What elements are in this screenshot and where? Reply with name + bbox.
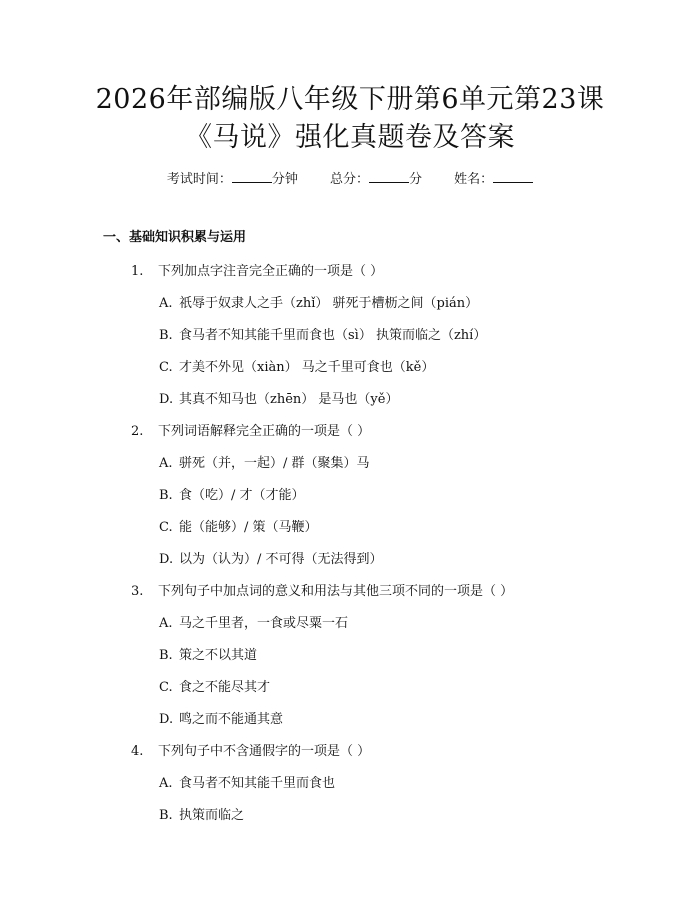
option-letter: A. <box>159 296 173 311</box>
option-text: 其真不知马也（zhēn） 是马也（yě） <box>179 392 399 407</box>
question-1 <box>131 262 383 282</box>
question-2 <box>131 422 370 442</box>
option-text: 马之千里者，一食或尽粟一石 <box>179 616 349 631</box>
option-letter: B. <box>159 328 173 343</box>
option-text: 祇辱于奴隶人之手（zhǐ） 骈死于槽枥之间（pián） <box>179 296 479 311</box>
option-text: 策之不以其道 <box>179 648 258 663</box>
question-3-option-c <box>159 678 270 698</box>
title-line-2: 《马说》强化真题卷及答案 <box>185 122 515 153</box>
exam-time-field <box>167 168 298 190</box>
option-letter: D. <box>159 392 174 407</box>
option-text: 执策而临之 <box>179 808 245 823</box>
title-line-1: 2026年部编版八年级下册第6单元第23课 <box>95 84 605 115</box>
question-3-option-d <box>159 710 283 730</box>
question-text: 下列加点字注音完全正确的一项是（ ） <box>158 264 384 279</box>
question-text: 下列句子中加点词的意义和用法与其他三项不同的一项是（ ） <box>158 584 514 599</box>
student-name-blank <box>493 168 533 183</box>
question-1-option-c <box>159 358 434 378</box>
question-3-option-a <box>159 614 348 634</box>
total-score-label: 总分： <box>329 172 369 187</box>
question-1-option-b <box>159 326 486 346</box>
option-letter: D. <box>159 552 174 567</box>
question-text: 下列句子中不含通假字的一项是（ ） <box>158 744 371 759</box>
option-letter: A. <box>159 456 173 471</box>
option-text: 鸣之而不能通其意 <box>179 712 284 727</box>
total-score-unit: 分 <box>409 172 423 187</box>
question-2-option-b <box>159 486 305 506</box>
total-score-blank <box>369 168 409 183</box>
question-number: 1. <box>131 264 144 279</box>
question-2-option-c <box>159 518 318 538</box>
question-3-option-b <box>159 646 257 666</box>
question-1-option-d <box>159 390 398 410</box>
option-letter: A. <box>159 776 173 791</box>
question-2-option-a <box>159 454 370 474</box>
exam-info-row <box>0 168 700 190</box>
question-text: 下列词语解释完全正确的一项是（ ） <box>158 424 371 439</box>
option-letter: C. <box>159 520 173 535</box>
student-name-field <box>454 168 533 190</box>
exam-time-label: 考试时间： <box>166 172 232 187</box>
total-score-field <box>330 168 422 190</box>
option-text: 食马者不知其能千里而食也 <box>179 776 336 791</box>
option-letter: D. <box>159 712 174 727</box>
question-4 <box>131 742 370 762</box>
question-4-option-a <box>159 774 335 794</box>
question-number: 3. <box>131 584 144 599</box>
option-letter: B. <box>159 808 173 823</box>
question-3 <box>131 582 513 602</box>
option-letter: B. <box>159 488 173 503</box>
question-4-option-b <box>159 806 244 826</box>
option-letter: B. <box>159 648 173 663</box>
option-text: 以为（认为）/ 不可得（无法得到） <box>179 552 383 567</box>
option-letter: C. <box>159 680 173 695</box>
question-2-option-d <box>159 550 383 570</box>
option-text: 才美不外见（xiàn） 马之千里可食也（kě） <box>179 360 435 375</box>
option-text: 骈死（并，一起）/ 群（聚集）马 <box>179 456 370 471</box>
question-1-option-a <box>159 294 478 314</box>
option-text: 食马者不知其能千里而食也（sì） 执策而临之（zhí） <box>179 328 487 343</box>
exam-time-blank <box>232 168 272 183</box>
exam-time-unit: 分钟 <box>271 172 298 187</box>
student-name-label: 姓名： <box>454 172 494 187</box>
question-number: 4. <box>131 744 144 759</box>
option-letter: A. <box>159 616 173 631</box>
option-text: 食之不能尽其才 <box>179 680 271 695</box>
option-text: 食（吃）/ 才（才能） <box>179 488 305 503</box>
option-text: 能（能够）/ 策（马鞭） <box>179 520 318 535</box>
section-heading: 一、基础知识积累与运用 <box>103 230 247 245</box>
option-letter: C. <box>159 360 173 375</box>
question-number: 2. <box>131 424 144 439</box>
